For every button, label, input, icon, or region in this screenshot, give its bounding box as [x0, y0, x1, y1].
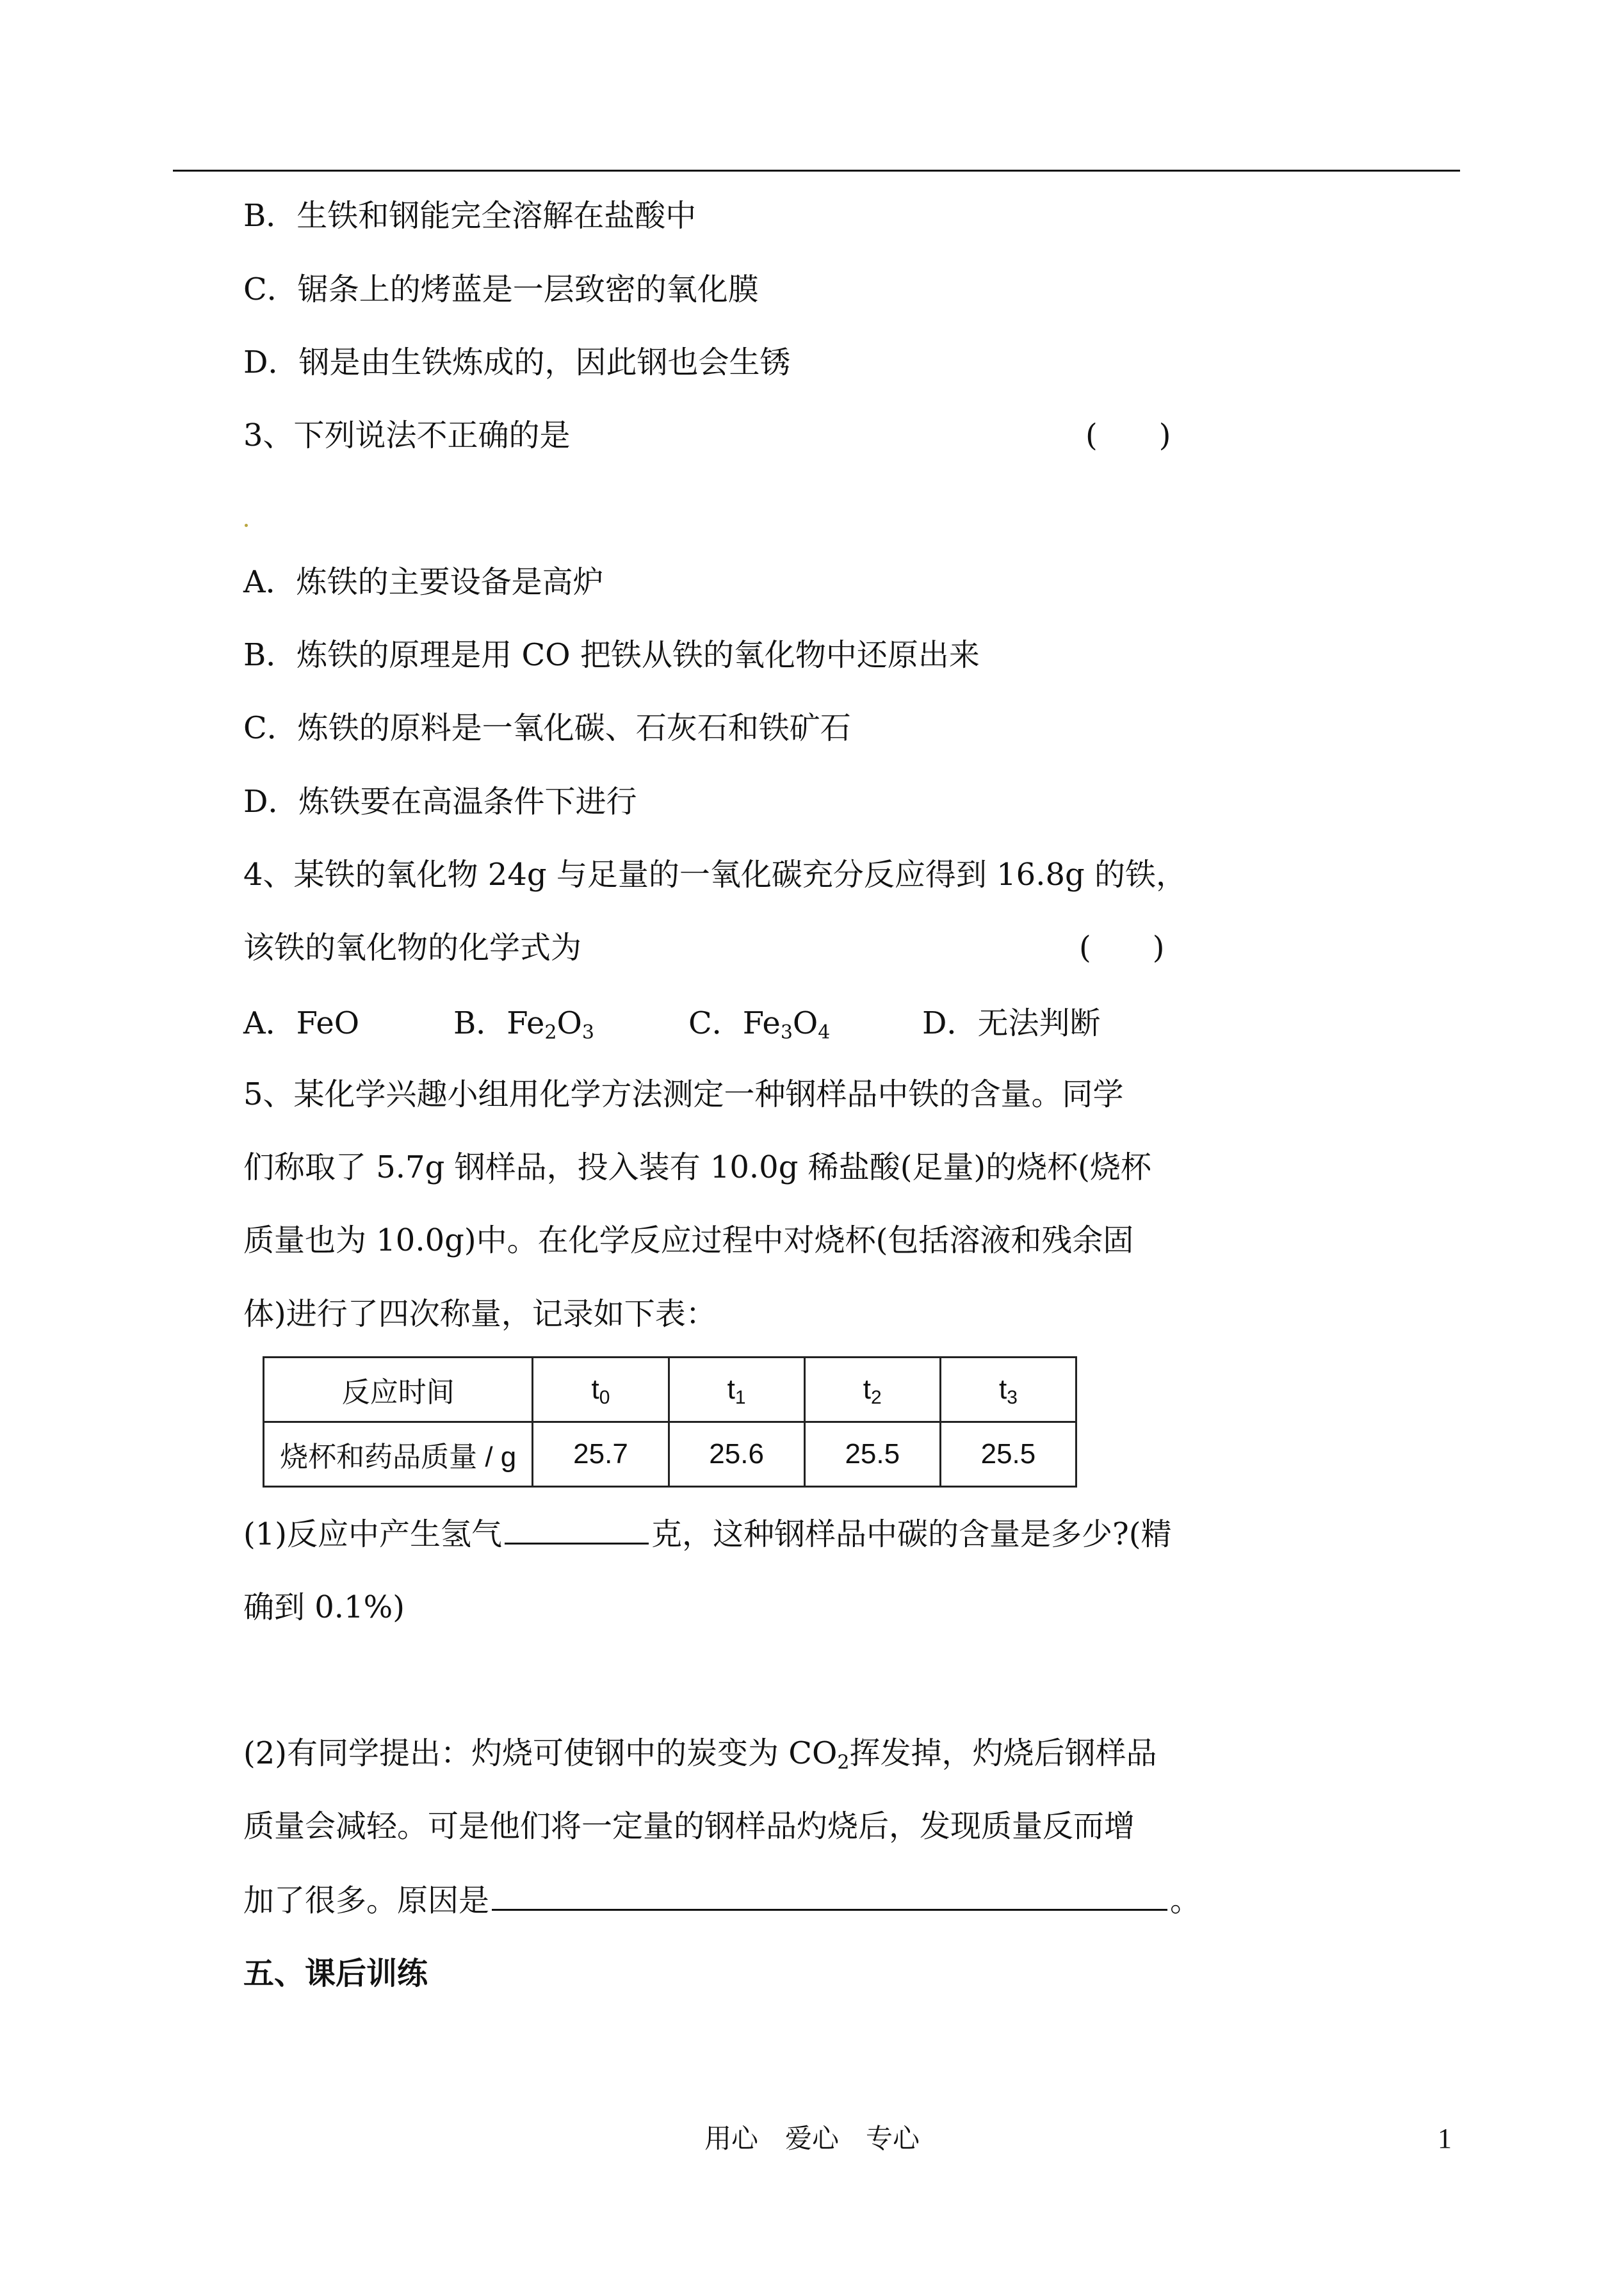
question-5-line4: 体)进行了四次称量，记录如下表：	[243, 1296, 717, 1332]
table-header-time: 反应时间	[264, 1358, 533, 1422]
subquestion-2-line1: (2)有同学提出：灼烧可使钢中的炭变为 $CO_2$挥发掉，灼烧后钢样品	[243, 1735, 1157, 1774]
q3-answer-paren: ( )	[1085, 418, 1171, 453]
weighing-table	[263, 1356, 1077, 1488]
question-3: 3、下列说法不正确的是	[243, 418, 571, 453]
q4-option-b: B．$Fe_2O_3$	[453, 1005, 594, 1044]
question-5-line1: 5、某化学兴趣小组用化学方法测定一种钢样品中铁的含量。同学	[243, 1076, 1124, 1112]
q3-option-b: B．炼铁的原理是用 CO 把铁从铁的氧化物中还原出来	[243, 637, 980, 673]
subquestion-1-line1: (1)反应中产生氢气 克，这种钢样品中碳的含量是多少?(精	[243, 1514, 1171, 1553]
q3-option-c: C．炼铁的原料是一氧化碳、石灰石和铁矿石	[243, 710, 851, 746]
q3-option-a: A．炼铁的主要设备是高炉	[243, 564, 604, 600]
table-time-cell: $t_3$	[940, 1358, 1076, 1422]
table-time-cell: $t_0$	[533, 1358, 669, 1422]
subquestion-2-line2: 质量会减轻。可是他们将一定量的钢样品灼烧后，发现质量反而增	[243, 1808, 1135, 1844]
q2-option-c: C．锯条上的烤蓝是一层致密的氧化膜	[243, 272, 759, 307]
page-number: 1	[1438, 2123, 1452, 2154]
hydrogen-mass-blank[interactable]	[505, 1514, 649, 1545]
table-row-time	[264, 1358, 1076, 1422]
q2-option-b: B．生铁和钢能完全溶解在盐酸中	[243, 198, 697, 234]
q4-option-d: D．无法判断	[922, 1005, 1101, 1041]
section-5-heading: 五、课后训练	[243, 1956, 428, 1991]
table-mass-cell: 25.5	[940, 1422, 1076, 1487]
table-mass-cell: 25.7	[533, 1422, 669, 1487]
q4-option-c: C．$Fe_3O_4$	[688, 1005, 831, 1044]
question-5-line3: 质量也为 10.0g)中。在化学反应过程中对烧杯(包括溶液和残余固	[243, 1222, 1134, 1258]
q4-option-a: A．FeO	[243, 1005, 360, 1041]
table-time-cell: $t_1$	[669, 1358, 804, 1422]
stray-dot	[245, 524, 248, 527]
table-mass-cell: 25.6	[669, 1422, 804, 1487]
question-4-line2: 该铁的氧化物的化学式为	[243, 930, 582, 966]
reason-blank[interactable]	[492, 1881, 1167, 1911]
table-row-mass	[264, 1422, 1076, 1487]
subquestion-1-line2: 确到 0.1%)	[243, 1589, 405, 1625]
question-5-line2: 们称取了 5.7g 钢样品，投入装有 10.0g 稀盐酸(足量)的烧杯(烧杯	[243, 1149, 1151, 1185]
q4-answer-paren: ( )	[1079, 930, 1165, 966]
table-mass-cell: 25.5	[804, 1422, 940, 1487]
table-time-cell: $t_2$	[804, 1358, 940, 1422]
q3-option-d: D．炼铁要在高温条件下进行	[243, 784, 637, 820]
subquestion-2-line3: 加了很多。原因是 。	[243, 1881, 1201, 1920]
header-rule	[173, 170, 1460, 172]
question-4-line1: 4、某铁的氧化物 24g 与足量的一氧化碳充分反应得到 16.8g 的铁，	[243, 857, 1187, 893]
q2-option-d: D．钢是由生铁炼成的，因此钢也会生锈	[243, 345, 791, 380]
footer-motto: 用心 爱心 专心	[704, 2123, 920, 2154]
table-header-mass: 烧杯和药品质量 / g	[264, 1422, 533, 1487]
